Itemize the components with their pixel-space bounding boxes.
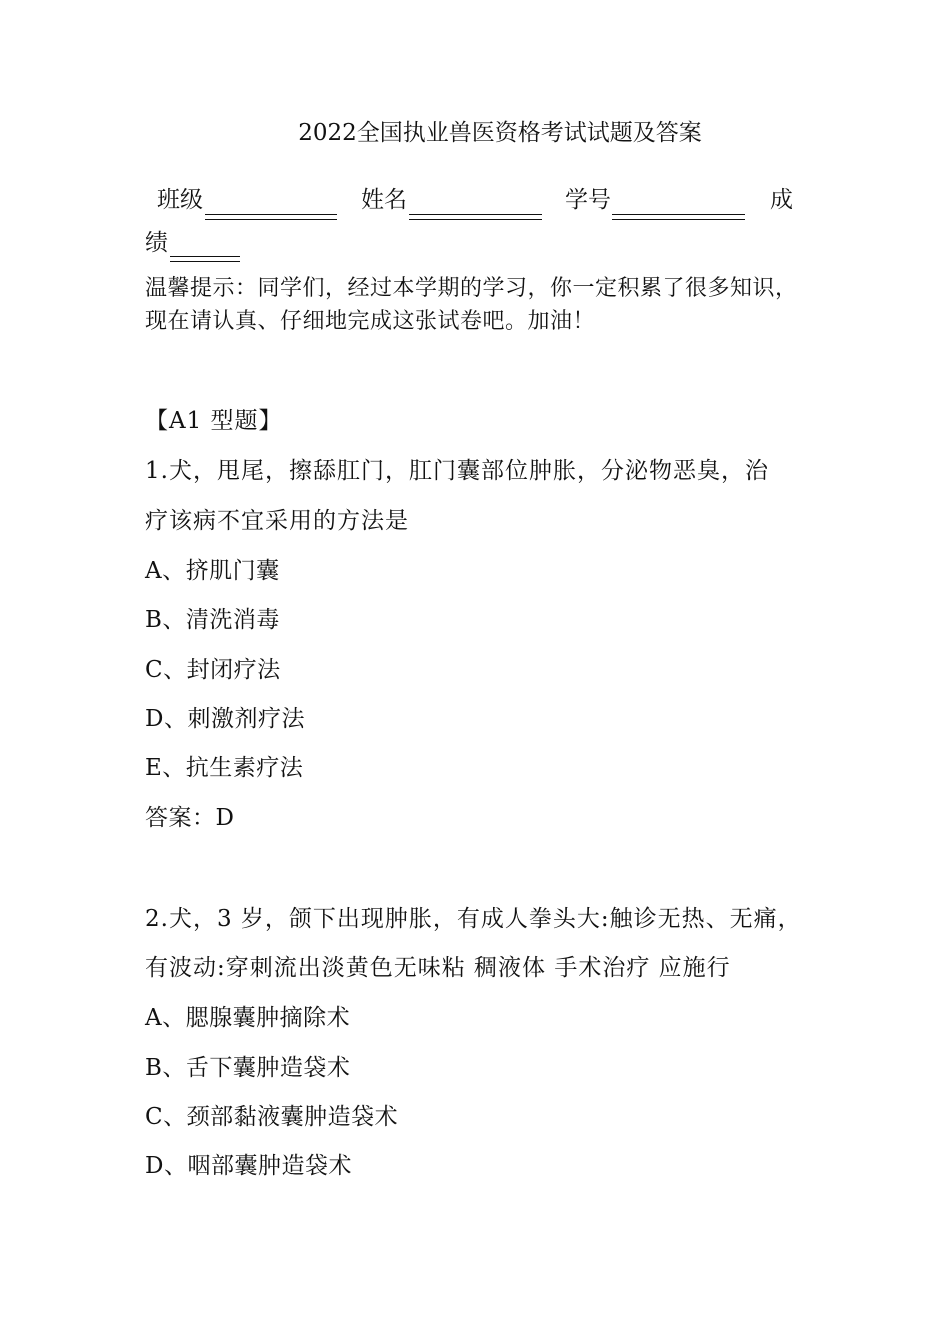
question-2-option-b: B、舌下囊肿造袋术 [145,1055,351,1081]
question-1-option-e: E、抗生素疗法 [145,755,304,781]
question-1-stem-line-1: 1.犬，甩尾，擦舔肛门，肛门囊部位肿胀，分泌物恶臭，治 [145,458,769,484]
name-label: 姓名 [361,187,407,213]
question-2-stem-line-2: 有波动:穿刺流出淡黄色无味粘 稠液体 手术治疗 应施行 [145,955,731,981]
question-1-answer: 答案：D [145,805,235,831]
tip-line-2: 现在请认真、仔细地完成这张试卷吧。加油！ [145,309,596,334]
question-2-option-d: D、咽部囊肿造袋术 [145,1153,352,1179]
question-1-option-c: C、封闭疗法 [145,657,281,683]
question-2-stem-line-1: 2.犬，3 岁，颌下出现肿胀，有成人拳头大:触诊无热、无痛， [145,906,802,932]
name-blank[interactable] [409,214,542,220]
question-2-option-a: A、腮腺囊肿摘除术 [145,1005,351,1031]
student-id-label: 学号 [565,187,611,213]
class-blank[interactable] [205,214,337,220]
question-1-option-d: D、刺激剂疗法 [145,706,305,732]
student-id-blank[interactable] [612,214,745,220]
question-1-option-a: A、挤肌门囊 [145,558,280,584]
section-heading: 【A1 型题】 [145,408,283,434]
class-label: 班级 [157,187,203,213]
question-1-stem-line-2: 疗该病不宜采用的方法是 [145,508,409,534]
question-2-option-c: C、颈部黏液囊肿造袋术 [145,1104,399,1130]
tip-line-1: 温馨提示：同学们，经过本学期的学习，你一定积累了很多知识， [145,276,798,301]
score-blank[interactable] [170,256,240,262]
score-label-part2: 绩 [145,230,168,256]
question-1-option-b: B、清洗消毒 [145,607,280,633]
document-title: 2022全国执业兽医资格考试试题及答案 [298,120,702,146]
score-label-part1: 成 [770,187,793,213]
